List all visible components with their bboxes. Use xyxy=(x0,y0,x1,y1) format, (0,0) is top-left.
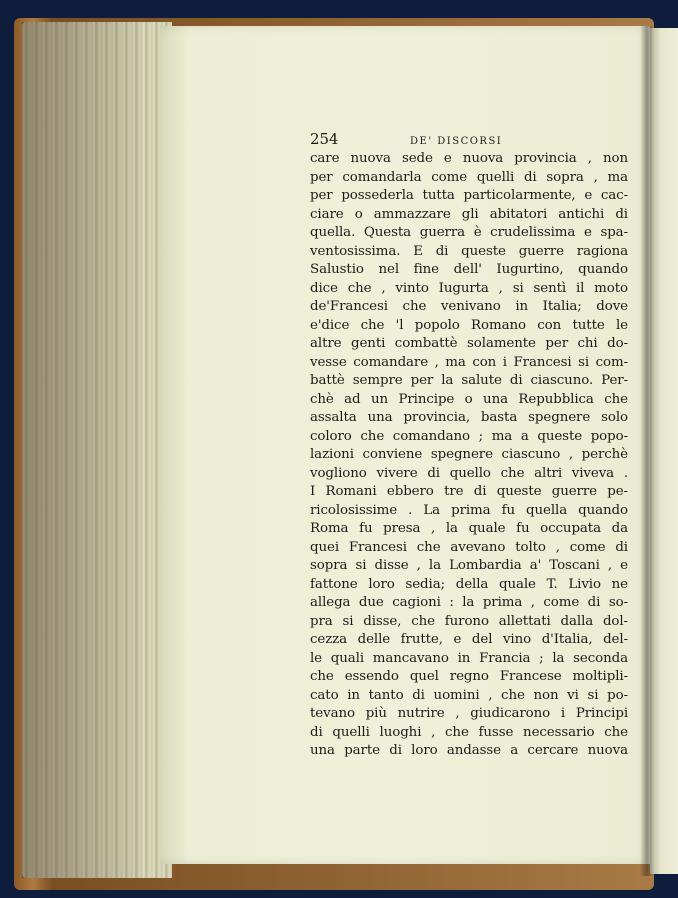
text-line: Roma fu presa , la quale fu occupata da xyxy=(310,521,628,536)
text-line: per possederla tutta particolarmente, e cac- xyxy=(310,188,628,203)
facing-page-edge xyxy=(650,28,678,874)
text-line: battè sempre per la salute di ciascuno. Per- xyxy=(310,373,628,388)
text-line: care nuova sede e nuova provincia , non xyxy=(310,151,628,166)
text-line: quella. Questa guerra è crudelissima e spa- xyxy=(310,225,628,240)
text-line: I Romani ebbero tre di queste guerre pe- xyxy=(310,484,628,499)
page-header xyxy=(310,130,628,148)
text-line: fattone loro sedia; della quale T. Livio ne xyxy=(310,576,628,592)
text-line: altre genti combattè solamente per chi do- xyxy=(310,336,628,351)
text-line: coloro che comandano ; ma a queste popo- xyxy=(310,428,628,444)
page-text xyxy=(310,130,628,761)
text-line: vesse comandare , ma con i Francesi si com- xyxy=(310,354,628,370)
text-line: de'Francesi che venivano in Italia; dove xyxy=(310,299,628,314)
text-line: ricolosissime . La prima fu quella quando xyxy=(310,502,628,518)
text-line: ciare o ammazzare gli abitatori antichi di xyxy=(310,206,628,222)
running-head: DE' DISCORSI xyxy=(410,136,503,147)
text-line: vogliono vivere di quello che altri viveva . xyxy=(310,465,628,481)
text-line: allega due cagioni : la prima , come di so- xyxy=(310,595,628,610)
text-line: che essendo quel regno Francese moltipli- xyxy=(310,669,628,684)
text-line: assalta una provincia, basta spegnere solo xyxy=(310,410,628,425)
text-line: quei Francesi che avevano tolto , come di xyxy=(310,539,628,555)
text-line: ventosissima. E di queste guerre ragiona xyxy=(310,243,628,259)
text-line: per comandarla come quelli di sopra , ma xyxy=(310,169,628,185)
text-line: cezza delle frutte, e del vino d'Italia, del- xyxy=(310,632,628,647)
text-line: tevano più nutrire , giudicarono i Principi xyxy=(310,706,628,721)
edge-shadow xyxy=(22,22,142,878)
text-line: cato in tanto di uomini , che non vi si po- xyxy=(310,687,628,703)
text-line: di quelli luoghi , che fusse necessario che xyxy=(310,724,628,740)
body-text xyxy=(310,150,628,761)
text-line: dice che , vinto Iugurta , si sentì il moto xyxy=(310,280,628,296)
text-line: chè ad un Principe o una Repubblica che xyxy=(310,391,628,407)
text-line: le quali mancavano in Francia ; la seconda xyxy=(310,650,628,666)
text-line: una parte di loro andasse a cercare nuova xyxy=(310,743,628,758)
text-line: Salustio nel fine dell' Iugurtino, quando xyxy=(310,262,628,277)
book-gutter xyxy=(640,26,654,876)
text-line: pra si disse, che furono allettati dalla dol- xyxy=(310,613,628,629)
text-line: e'dice che 'l popolo Romano con tutte le xyxy=(310,317,628,333)
text-line: sopra si disse , la Lombardia a' Toscani , e xyxy=(310,558,628,573)
text-line: lazioni conviene spegnere ciascuno , perchè xyxy=(310,447,628,462)
page-number: 254 xyxy=(310,130,339,148)
